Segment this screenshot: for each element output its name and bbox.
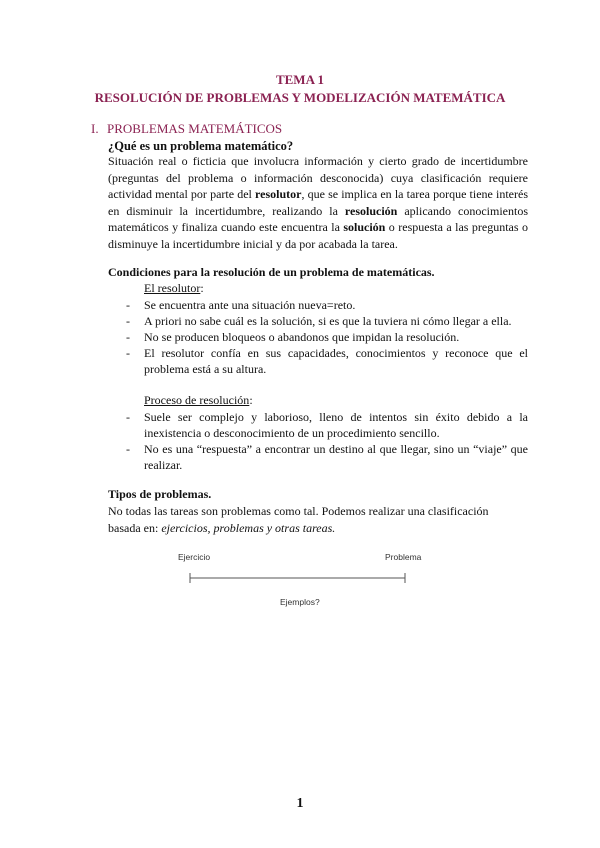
definition-text: aplicando conocimientos matemáticos y finaliza cuando este encuentra la [108,203,528,234]
definition-text: Situación real o ficticia que involucra información y cierto grado de incertidumbre (preguntas del problema o información desconocida) cuya clasificación requiere actividad mental por parte del [108,154,528,201]
classification-diagram [160,550,430,610]
conditions-heading: Condiciones para la resolución de un problema de matemáticas. [108,265,435,279]
tipos-text: No todas las tareas son problemas como tal. Podemos realizar una clasificación basada en: [108,504,489,535]
page-number: 1 [296,796,304,811]
list-item-text: El resolutor confía en sus capacidades, conocimientos y reconoce que el problema está a su altura. [144,346,528,376]
list-item [108,329,528,345]
section-title: PROBLEMAS MATEMÁTICOS [107,121,283,136]
definition-bold-resolucion: resolución [344,203,398,218]
dash-bullet: - [126,346,130,360]
resolutor-label-colon: : [200,281,204,295]
proceso-label-colon: : [249,393,253,407]
resolutor-label-text: El resolutor [144,281,201,295]
tipos-heading: Tipos de problemas. [108,487,212,501]
definition-bold-resolutor: resolutor [255,187,302,201]
list-item-text: No se producen bloqueos o abandonos que impidan la resolución. [144,330,460,344]
definition-text: o respuesta a las preguntas o disminuye la incertidumbre inicial y da por acabada la tarea. [108,220,528,251]
definition-paragraph [108,153,528,252]
proceso-label [144,393,253,408]
dash-bullet: - [126,314,130,328]
diagram-bottom-label: Ejemplos? [280,597,320,607]
section-heading [91,121,282,137]
proceso-label-text: Proceso de resolución [144,393,250,407]
proceso-list [108,409,528,473]
diagram-left-label: Ejercicio [178,552,211,562]
resolutor-label [144,281,204,296]
list-item-text: Suele ser complejo y laborioso, lleno de intentos sin éxito debido a la inexistencia o desconocimiento de un procedimiento sencillo. [144,410,528,440]
list-item [108,345,528,377]
diagram-axis [160,564,430,594]
definition-bold-solucion: solución [343,220,386,234]
dash-bullet: - [126,410,130,424]
list-item [108,297,528,313]
resolutor-list [108,297,528,377]
diagram-right-label: Problema [385,552,422,562]
tema-title: TEMA 1 [275,72,325,87]
tipos-italic-text: ejercicios, problemas y otras tareas. [161,521,336,535]
definition-text: , que se implica en la tarea porque tiene interés en disminuir la incertidumbre, realizando la [108,187,529,218]
list-item [108,313,528,329]
dash-bullet: - [126,442,130,456]
dash-bullet: - [126,330,130,344]
tipos-paragraph [108,503,508,537]
tema-subtitle: RESOLUCIÓN DE PROBLEMAS Y MODELIZACIÓN MATEMÁTICA [94,90,506,105]
list-item [108,409,528,441]
list-item-text: No es una “respuesta” a encontrar un destino al que llegar, sino un “viaje” que realizar. [144,442,528,472]
list-item [108,441,528,473]
list-item-text: A priori no sabe cuál es la solución, si es que la tuviera ni cómo llegar a ella. [144,314,512,328]
list-item-text: Se encuentra ante una situación nueva=reto. [144,298,356,312]
dash-bullet: - [126,298,130,312]
question-heading: ¿Qué es un problema matemático? [108,139,294,153]
section-number: I. [91,121,99,136]
